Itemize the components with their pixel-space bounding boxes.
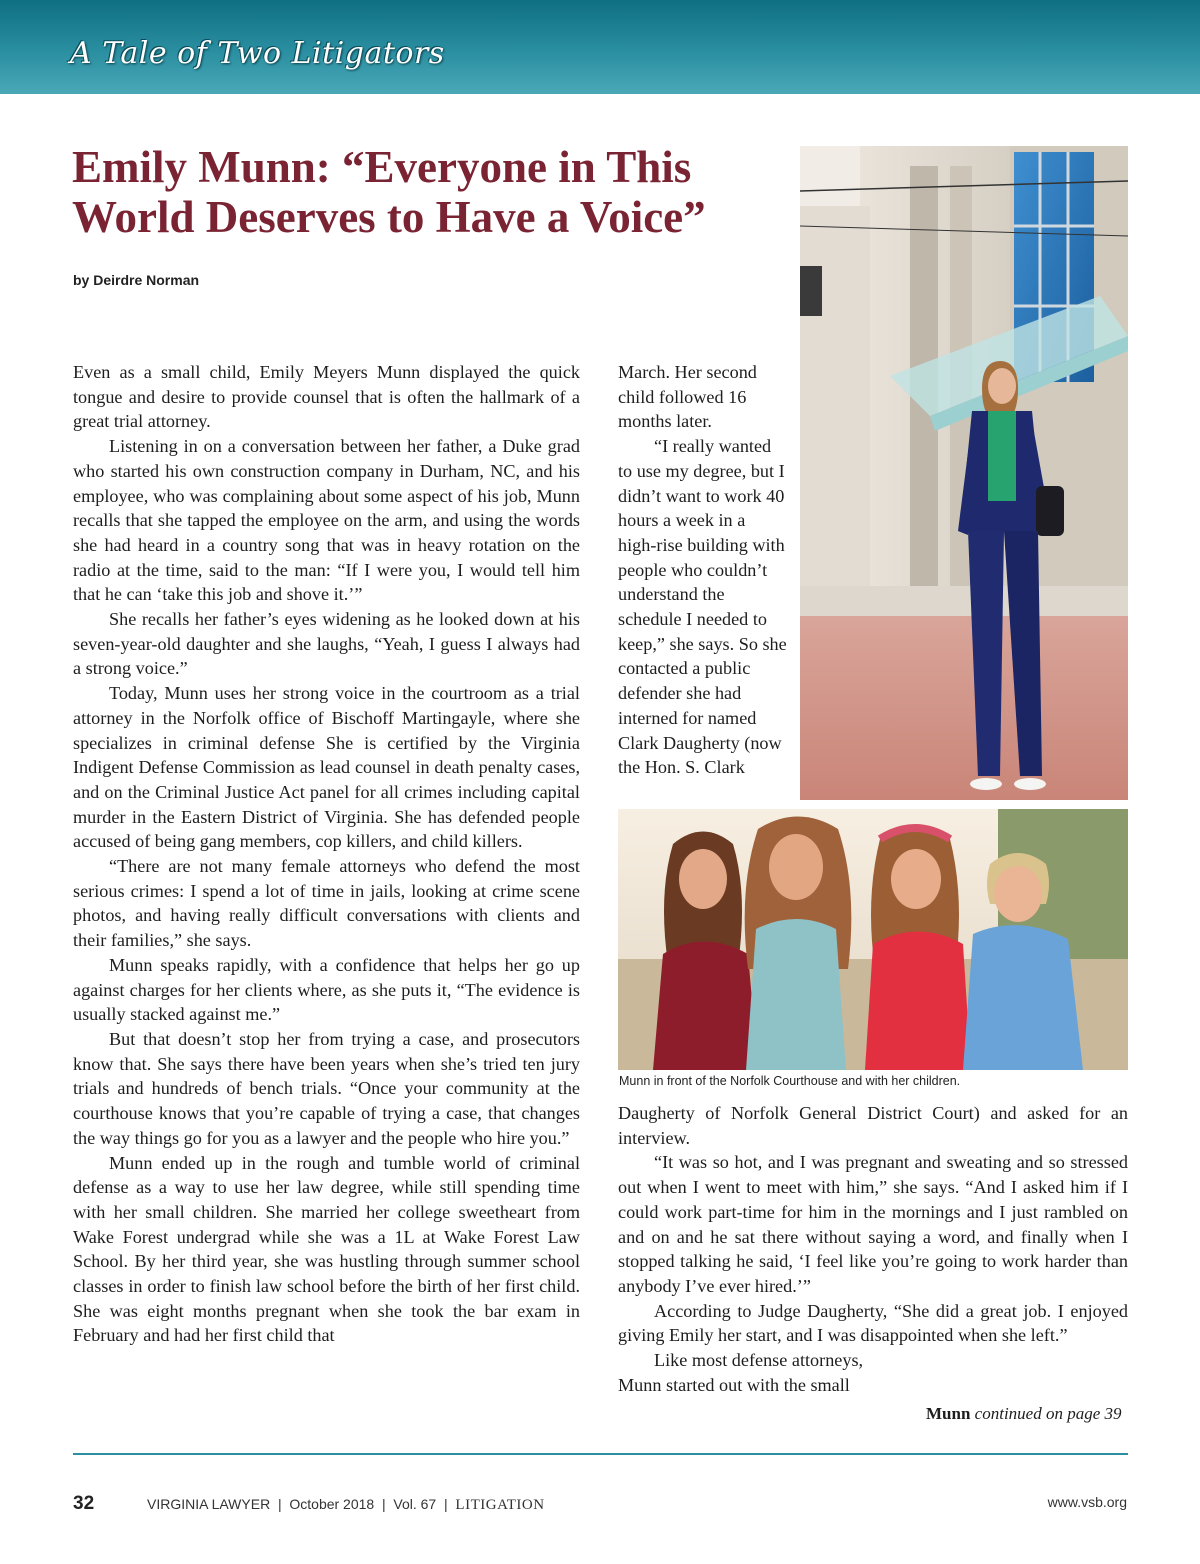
paragraph: Even as a small child, Emily Meyers Munn displayed the quick tongue and desire to provide counsel that is often the hallmark of a great trial attorney. <box>73 362 580 432</box>
paragraph: March. Her second child followed 16 months later. <box>618 362 757 432</box>
paragraph: “I really wanted to use my degree, but I didn’t want to work 40 hours a week in a high-rise building with people who couldn’t understand the schedule I needed to keep,” she says. So she contacted a public defender she had interned for named Clark Daugherty (now the Hon. S. Clark <box>618 436 787 778</box>
paragraph: “There are not many female attorneys who defend the most serious crimes: I spend a lot of time in jails, looking at crime scene photos, and having really difficult conversations with clients and their families,” she says. <box>73 856 580 951</box>
page-number: 32 <box>73 1493 95 1514</box>
paragraph: Daugherty of Norfolk General District Court) and asked for an interview. <box>618 1103 1128 1148</box>
series-title: A Tale of Two Litigators <box>70 36 445 71</box>
paragraph: Like most defense attorneys, Munn started out with the small <box>618 1350 864 1395</box>
footer-rule <box>73 1453 1128 1455</box>
header-banner <box>0 0 1200 94</box>
byline: by Deirdre Norman <box>73 272 200 288</box>
headline-line-1: Emily Munn: “Everyone in This <box>72 142 692 192</box>
article-column-2-bottom <box>618 1101 1128 1397</box>
paragraph: Munn speaks rapidly, with a confidence that helps her go up against charges for her clients where, as she puts it, “The evidence is usually stacked against me.” <box>73 954 580 1025</box>
article-column-2-top <box>618 360 788 780</box>
paragraph: Listening in on a conversation between her father, a Duke grad who started his own construction company in Durham, NC, and his employee, who was complaining about some aspect of his job, Munn recalls that she tapped the employee on the arm, and using the words she had heard in a country song that was in heavy rotation on the radio at the time, said to the man: “If I were you, I would tell him that he can ‘take this job and shove it.’” <box>73 436 580 605</box>
family-photo-illustration <box>618 809 1128 1070</box>
continued-jump-link[interactable] <box>926 1404 1122 1424</box>
paragraph: Munn ended up in the rough and tumble world of criminal defense as a way to use her law degree, while still spending time with her small children. She married her college sweetheart from Wake Forest undergrad while she was a 1L at Wake Forest Law School. By her third year, she was hustling through summer school classes in order to finish law school before the birth of her first child. She was eight months pregnant when she took the bar exam in February and had her first child that <box>73 1152 580 1346</box>
paragraph: “It was so hot, and I was pregnant and sweating and so stressed out when I went to meet with him,” she says. “And I asked him if I could work part-time for him in the mornings and I just rambled on and on and he sat there without saying a word, and finally when I stopped talking he said, ‘I feel like you’re going to work harder than anybody I’ve ever hired.’” <box>618 1152 1128 1296</box>
paragraph: But that doesn’t stop her from trying a case, and prosecutors know that. She says there have been years when she’s tried ten jury trials and hundreds of bench trials. “Once your community at the courthouse knows that you’re capable of trying a case, that changes the way things go for you as a lawyer and the people who hire you.” <box>73 1028 580 1148</box>
paragraph: According to Judge Daugherty, “She did a great job. I enjoyed giving Emily her start, and I was disappointed when she left.” <box>618 1300 1128 1346</box>
courthouse-photo <box>800 146 1128 800</box>
publication-line: VIRGINIA LAWYER | October 2018 | Vol. 67 | <box>147 1496 456 1512</box>
continued-page: continued on page 39 <box>974 1404 1122 1423</box>
paragraph: Today, Munn uses her strong voice in the courtroom as a trial attorney in the Norfolk office of Bischoff Martingayle, where she specializes in criminal defense She is certified by the Virginia Indigent Defense Commission as lead counsel in death penalty cases, and on the Criminal Justice Act panel for all crimes including capital murder in the Eastern District of Virginia. She has defended people accused of being gang members, cop killers, and child killers. <box>73 683 580 852</box>
section-name: LITIGATION <box>455 1497 545 1513</box>
family-photo <box>618 809 1128 1070</box>
article-headline <box>72 142 772 242</box>
continued-name: Munn <box>926 1404 971 1423</box>
courthouse-photo-illustration <box>800 146 1128 800</box>
headline-line-2: World Deserves to Have a Voice” <box>72 192 706 242</box>
paragraph: She recalls her father’s eyes widening as he looked down at his seven-year-old daughter and she laughs, “Yeah, I guess I always had a strong voice.” <box>73 609 580 679</box>
article-column-1 <box>73 360 580 1348</box>
photo-caption: Munn in front of the Norfolk Courthouse and with her children. <box>619 1074 961 1088</box>
website-url[interactable]: www.vsb.org <box>1047 1494 1127 1510</box>
publication-info <box>147 1496 545 1514</box>
